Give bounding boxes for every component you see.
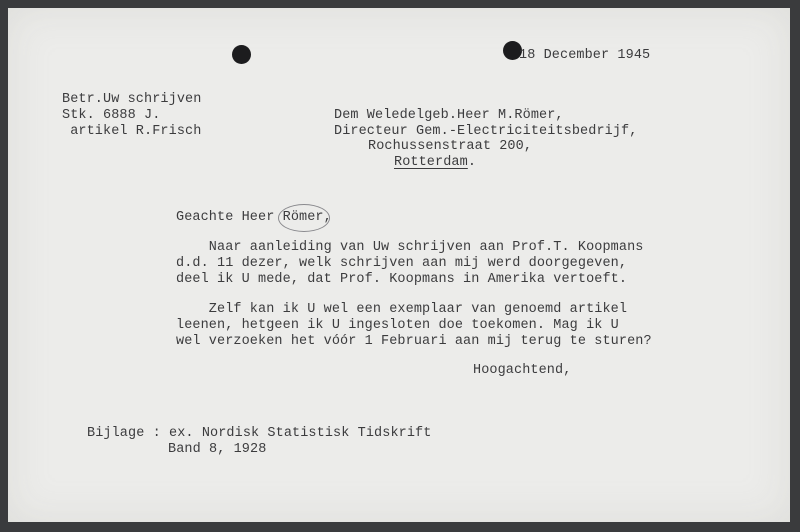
addressee-street: Rochussenstraat 200, [368,139,533,154]
body-paragraph-line: d.d. 11 dezer, welk schrijven aan mij werd doorgegeven, [176,256,628,271]
salutation-name-circled: Römer [282,210,324,225]
reference-line: Betr.Uw schrijven [62,92,202,107]
reference-line: artikel R.Frisch [62,124,202,139]
salutation-prefix: Geachte Heer [176,210,283,225]
body-paragraph-line: leenen, hetgeen ik U ingesloten doe toekomen. Mag ik U [176,318,619,333]
addressee-name: Dem Weledelgeb.Heer M.Römer, [334,108,564,123]
enclosure-line: Band 8, 1928 [168,442,267,457]
closing: Hoogachtend, [473,363,572,378]
punch-hole-left [232,45,251,64]
letter-date: 18 December 1945 [519,48,651,63]
body-paragraph-line: Naar aanleiding van Uw schrijven aan Prof.T. Koopmans [176,240,644,255]
salutation [176,210,332,226]
salutation-suffix: , [323,210,332,225]
body-paragraph-line: wel verzoeken het vóór 1 Februari aan mij terug te sturen? [176,334,652,349]
body-paragraph-line: deel ik U mede, dat Prof. Koopmans in Amerika vertoeft. [176,272,628,287]
addressee-city-suffix: . [467,155,477,170]
addressee-title: Directeur Gem.-Electriciteitsbedrijf, [334,124,638,139]
body-paragraph-line: Zelf kan ik U wel een exemplaar van genoemd artikel [176,302,628,317]
addressee-city [394,155,476,171]
enclosure-line: Bijlage : ex. Nordisk Statistisk Tidskrift [87,426,432,441]
addressee-city-name: Rotterdam [394,155,468,170]
reference-line: Stk. 6888 J. [62,108,161,123]
letter-page [8,8,790,522]
